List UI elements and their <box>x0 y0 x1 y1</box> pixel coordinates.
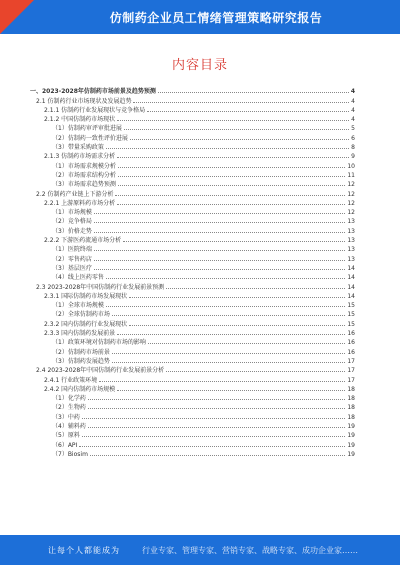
toc-entry-page: 4 <box>351 106 355 114</box>
toc-dot-leader <box>118 176 346 177</box>
toc-dot-leader <box>124 129 349 130</box>
toc-entry-label: （2）仿制药市场前景 <box>52 348 110 356</box>
toc-entry[interactable] <box>30 374 355 383</box>
toc-entry-label: 2.2.1 上游原料药市场分析 <box>44 199 116 207</box>
toc-entry[interactable] <box>30 179 355 188</box>
toc-entry-label: （7）Biosim <box>52 450 88 458</box>
toc-entry-label: 2.2 仿制药产业链上下游分析 <box>36 190 114 198</box>
toc-dot-leader <box>88 399 346 400</box>
toc-entry[interactable] <box>30 105 355 114</box>
toc-entry-label: （3）价格走势 <box>52 227 92 235</box>
toc-entry-page: 16 <box>347 330 355 338</box>
toc-dot-leader <box>82 418 346 419</box>
toc-entry-label: （3）市场需求趋势预测 <box>52 181 116 189</box>
toc-entry-page: 18 <box>347 385 355 393</box>
toc-entry-label: 2.4.1 行业政策环境 <box>44 376 98 384</box>
toc-dot-leader <box>79 446 345 447</box>
toc-entry-label: （1）市场规模 <box>52 209 92 217</box>
toc-entry-label: （2）生物药 <box>52 404 86 412</box>
header-banner <box>0 0 400 34</box>
toc-entry[interactable] <box>30 402 355 411</box>
toc-entry-label: 一、2023-2028年仿制药市场前景及趋势预测 <box>30 88 156 96</box>
toc-entry-page: 13 <box>347 255 355 263</box>
toc-entry-label: 2.1.2 中国仿制药市场现状 <box>44 116 116 124</box>
toc-dot-leader <box>166 288 345 289</box>
toc-entry-label: 2.3.2 国内仿制药行业发展现状 <box>44 320 128 328</box>
banner-corner-accent <box>0 0 34 34</box>
toc-entry[interactable] <box>30 263 355 272</box>
toc-entry-label: （3）中药 <box>52 413 80 421</box>
toc-entry-page: 10 <box>347 162 355 170</box>
report-title: 仿制药企业员工情绪管理策略研究报告 <box>109 11 323 25</box>
toc-entry[interactable] <box>30 123 355 132</box>
toc-entry-label: 2.3.3 国内仿制药发展前景 <box>44 330 116 338</box>
toc-entry-label: 2.1.3 仿制药市场需求分析 <box>44 153 116 161</box>
toc-entry[interactable] <box>30 170 355 179</box>
toc-entry-label: （4）辅料药 <box>52 422 86 430</box>
toc-entry[interactable] <box>30 300 355 309</box>
toc-entry-label: 2.3 2023-2028年中国仿制药行业发展前景预测 <box>36 283 165 291</box>
toc-entry[interactable] <box>30 114 355 123</box>
toc-heading: 内容目录 <box>171 58 228 73</box>
table-of-contents <box>30 86 355 458</box>
toc-entry-page: 9 <box>351 153 355 161</box>
toc-dot-leader <box>117 157 349 158</box>
toc-entry-label: （1）全球市场规模 <box>52 302 104 310</box>
toc-dot-leader <box>129 325 345 326</box>
toc-entry[interactable] <box>30 235 355 244</box>
toc-entry-page: 12 <box>347 181 355 189</box>
toc-entry-label: （5）原料 <box>52 432 80 440</box>
toc-entry-label: （2）仿制药一致性评价进展 <box>52 134 128 142</box>
toc-entry[interactable] <box>30 95 355 104</box>
toc-entry-label: 2.3.1 国际仿制药市场发展现状 <box>44 292 128 300</box>
toc-entry[interactable] <box>30 151 355 160</box>
toc-dot-leader <box>117 334 345 335</box>
toc-entry-page: 17 <box>347 376 355 384</box>
toc-entry-page: 14 <box>347 274 355 282</box>
toc-entry-page: 15 <box>347 311 355 319</box>
toc-entry[interactable] <box>30 449 355 458</box>
toc-entry-page: 18 <box>347 413 355 421</box>
toc-dot-leader <box>112 315 346 316</box>
toc-dot-leader <box>94 269 346 270</box>
toc-entry-page: 17 <box>347 367 355 375</box>
toc-entry-label: （2）全球仿制药市场 <box>52 311 110 319</box>
toc-entry-page: 4 <box>351 116 355 124</box>
toc-entry-page: 13 <box>347 237 355 245</box>
toc-entry-label: 2.1.1 仿制药行业发展现状与竞争格局 <box>44 106 146 114</box>
toc-entry[interactable] <box>30 365 355 374</box>
toc-entry[interactable] <box>30 328 355 337</box>
toc-entry[interactable] <box>30 346 355 355</box>
toc-entry-page: 16 <box>347 339 355 347</box>
toc-entry-page: 18 <box>347 395 355 403</box>
toc-entry-page: 11 <box>347 171 355 179</box>
toc-dot-leader <box>117 204 345 205</box>
toc-entry-page: 4 <box>350 88 355 96</box>
toc-entry[interactable] <box>30 411 355 420</box>
toc-entry[interactable] <box>30 216 355 225</box>
toc-entry-label: 2.4 2023-2028年中国仿制药行业发展前景分析 <box>36 367 165 375</box>
toc-dot-leader <box>166 371 345 372</box>
toc-dot-leader <box>94 222 346 223</box>
toc-entry-page: 13 <box>347 246 355 254</box>
toc-dot-leader <box>82 436 346 437</box>
toc-entry-label: （2）竞争格局 <box>52 218 92 226</box>
toc-dot-leader <box>94 250 346 251</box>
toc-entry-page: 4 <box>351 97 355 105</box>
toc-dot-leader <box>106 278 346 279</box>
toc-entry[interactable] <box>30 86 355 95</box>
toc-dot-leader <box>94 260 346 261</box>
toc-dot-leader <box>129 297 345 298</box>
toc-entry[interactable] <box>30 309 355 318</box>
toc-entry[interactable] <box>30 439 355 448</box>
toc-entry[interactable] <box>30 430 355 439</box>
toc-entry-label: （1）仿制药审评审批进展 <box>52 125 122 133</box>
toc-dot-leader <box>90 455 345 456</box>
toc-dot-leader <box>88 408 346 409</box>
toc-entry-page: 16 <box>347 348 355 356</box>
footer-banner <box>0 535 400 565</box>
toc-entry-label: （1）化学药 <box>52 395 86 403</box>
toc-entry[interactable] <box>30 291 355 300</box>
toc-entry-label: （6）API <box>52 441 78 449</box>
toc-entry-page: 13 <box>347 227 355 235</box>
toc-entry-label: 2.4.2 国内仿制药市场规模 <box>44 385 116 393</box>
toc-entry-label: （3）带量采购政策 <box>52 144 104 152</box>
toc-entry-label: （1）政策环境对仿制药市场的影响 <box>52 339 146 347</box>
toc-dot-leader <box>133 102 349 103</box>
toc-dot-leader <box>158 92 349 93</box>
toc-entry[interactable] <box>30 337 355 346</box>
toc-entry-page: 14 <box>347 292 355 300</box>
toc-entry[interactable] <box>30 318 355 327</box>
toc-entry-page: 14 <box>347 283 355 291</box>
toc-entry-page: 17 <box>347 357 355 365</box>
toc-entry-page: 19 <box>347 432 355 440</box>
toc-dot-leader <box>117 390 345 391</box>
toc-dot-leader <box>123 241 345 242</box>
toc-entry-page: 19 <box>347 450 355 458</box>
toc-dot-leader <box>130 139 349 140</box>
toc-entry[interactable] <box>30 198 355 207</box>
toc-entry-label: （1）市场需求规模分析 <box>52 162 116 170</box>
toc-entry[interactable] <box>30 272 355 281</box>
toc-dot-leader <box>99 381 345 382</box>
toc-dot-leader <box>118 167 346 168</box>
toc-dot-leader <box>118 185 346 186</box>
toc-entry-page: 15 <box>347 302 355 310</box>
toc-entry-page: 18 <box>347 404 355 412</box>
toc-entry[interactable] <box>30 281 355 290</box>
toc-entry[interactable] <box>30 421 355 430</box>
toc-entry-page: 13 <box>347 218 355 226</box>
toc-entry[interactable] <box>30 207 355 216</box>
footer-tagline: 行业专家、管理专家、营销专家、战略专家、成功企业家…… <box>142 545 358 555</box>
toc-dot-leader <box>112 362 346 363</box>
toc-dot-leader <box>117 120 349 121</box>
toc-dot-leader <box>106 148 349 149</box>
toc-entry-page: 8 <box>351 144 355 152</box>
toc-entry-page: 5 <box>351 125 355 133</box>
toc-entry[interactable] <box>30 244 355 253</box>
toc-entry-page: 19 <box>347 422 355 430</box>
toc-entry-page: 12 <box>347 199 355 207</box>
toc-entry-page: 6 <box>351 134 355 142</box>
toc-dot-leader <box>88 427 346 428</box>
toc-entry-label: （2）零售药店 <box>52 255 92 263</box>
toc-dot-leader <box>94 232 346 233</box>
toc-entry-page: 12 <box>347 209 355 217</box>
toc-dot-leader <box>148 343 346 344</box>
toc-dot-leader <box>106 306 346 307</box>
toc-entry-label: 2.1 仿制药行业市场现状及发展趋势 <box>36 97 132 105</box>
toc-entry[interactable] <box>30 393 355 402</box>
toc-entry-label: （3）仿制药发展趋势 <box>52 357 110 365</box>
toc-dot-leader <box>147 111 349 112</box>
toc-entry-page: 12 <box>347 190 355 198</box>
toc-entry[interactable] <box>30 160 355 169</box>
toc-entry[interactable] <box>30 188 355 197</box>
toc-dot-leader <box>112 353 346 354</box>
toc-entry-label: （3）基层医疗 <box>52 264 92 272</box>
toc-entry-page: 15 <box>347 320 355 328</box>
toc-entry-page: 19 <box>347 441 355 449</box>
toc-entry[interactable] <box>30 142 355 151</box>
toc-entry[interactable] <box>30 253 355 262</box>
toc-entry-label: 2.2.2 下游医药流通市场分析 <box>44 237 122 245</box>
toc-entry[interactable] <box>30 225 355 234</box>
toc-entry[interactable] <box>30 384 355 393</box>
toc-entry-label: （4）线上医药零售 <box>52 274 104 282</box>
footer-slogan: 让每个人都能成为 <box>48 545 120 555</box>
toc-entry-label: （2）市场需求结构分析 <box>52 171 116 179</box>
toc-entry-page: 14 <box>347 264 355 272</box>
toc-entry[interactable] <box>30 356 355 365</box>
toc-entry[interactable] <box>30 132 355 141</box>
toc-dot-leader <box>94 213 346 214</box>
toc-entry-label: （1）医院终端 <box>52 246 92 254</box>
toc-dot-leader <box>115 195 345 196</box>
